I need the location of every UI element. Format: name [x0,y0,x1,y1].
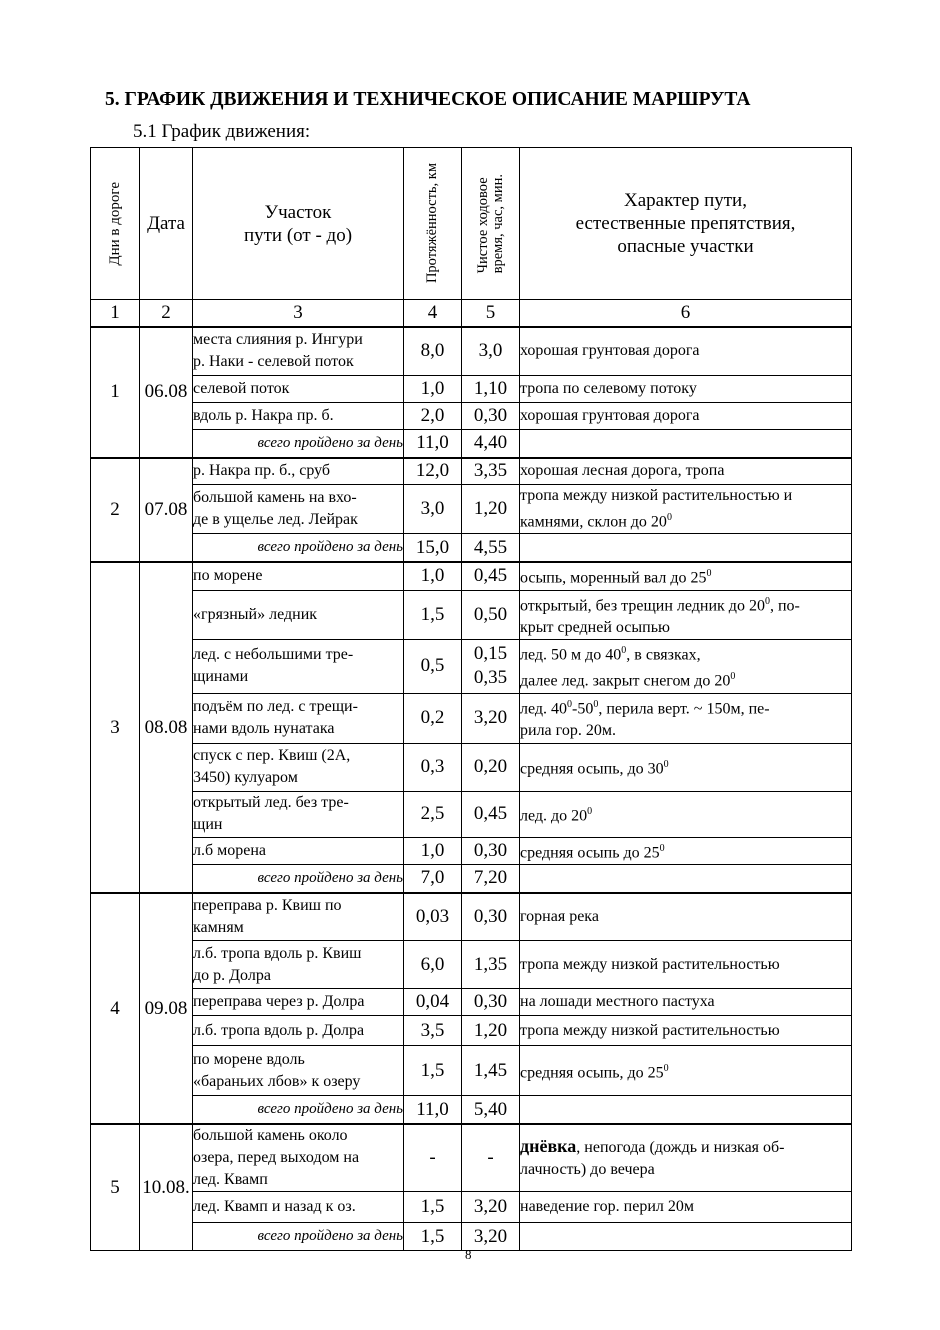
total-time: 3,20 [462,1223,520,1251]
day-date: 09.08 [140,893,193,1125]
total-row [91,1096,852,1125]
segment-cell: открытый лед. без тре- щин [193,791,404,837]
time-cell: 3,0 [462,327,520,375]
table-row [91,837,852,864]
day-number: 4 [91,893,140,1125]
segment-cell: спуск с пер. Квиш (2А, 3450) кулуаром [193,743,404,791]
segment-cell: переправа через р. Долра [193,989,404,1016]
degree-sup: 0 [663,758,669,770]
time-cell: 1,20 [462,485,520,534]
header-segment: Участок пути (от - до) [193,148,404,300]
table-row [91,941,852,989]
total-length: 11,0 [404,1096,462,1125]
total-empty [520,429,852,458]
length-cell: 0,03 [404,893,462,941]
total-empty [520,534,852,563]
description-cell [520,562,852,590]
segment-cell: р. Накра пр. б., сруб [193,458,404,485]
description-text: на лошади местного пастуха [520,993,715,1011]
col-number: 6 [520,300,852,328]
description-cell: лед. $40^0-50^0$, перила верт. ~ 150м, пе- рила гор. 20м. [520,693,852,743]
day-date: 08.08 [140,562,193,893]
header-days: Дни в дороге [91,148,140,300]
description-cell [520,941,852,989]
table-row [91,1046,852,1096]
total-row [91,864,852,893]
total-label: всего пройдено за день [193,1223,404,1251]
total-length: 15,0 [404,534,462,563]
time-cell: 0,15 0,35 [462,639,520,693]
time-cell: 3,20 [462,1192,520,1223]
length-cell: 3,5 [404,1016,462,1046]
segment-cell: «грязный» ледник [193,590,404,639]
total-label: всего пройдено за день [193,1096,404,1125]
description-text: тропа между низкой растительностью [520,1021,780,1039]
total-empty [520,1096,852,1125]
length-cell: 1,5 [404,1192,462,1223]
time-cell: 3,20 [462,693,520,743]
description-cell [520,402,852,429]
table-row [91,1192,852,1223]
description-cell [520,837,852,864]
day-date: 06.08 [140,327,193,458]
description-text: наведение гор. перил 20м [520,1198,694,1216]
description-text: тропа между низкой растительностью [520,955,780,973]
description-cell [520,458,852,485]
col-number: 2 [140,300,193,328]
segment-cell: большой камень около озера, перед выходом на лед. Квамп [193,1124,404,1192]
table-row [91,693,852,743]
length-cell: 2,5 [404,791,462,837]
time-cell: 0,45 [462,562,520,590]
description-text: тропа по селевому потоку [520,379,697,397]
time-cell: 1,35 [462,941,520,989]
total-length: 7,0 [404,864,462,893]
description-cell: лед. 50 м до $40^0$, в связках, далее лед. закрыт снегом до $20^0$ [520,639,852,693]
time-cell: 0,30 [462,402,520,429]
day-number: 5 [91,1124,140,1251]
segment-cell: по морене [193,562,404,590]
description-text: хорошая лесная дорога, тропа [520,462,725,480]
time-cell: - [462,1124,520,1192]
page-number: 8 [465,1247,472,1262]
table-row [91,1016,852,1046]
table-row [91,791,852,837]
time-cell: 1,10 [462,375,520,402]
length-cell: 1,0 [404,837,462,864]
description-bold: днёвка [520,1136,577,1157]
description-cell [520,1124,852,1192]
length-cell: 0,04 [404,989,462,1016]
description-text: лед. до 20 [520,807,588,825]
col-number: 5 [462,300,520,328]
header-length: Протяжённость, км [404,148,462,300]
section-heading: 5. ГРАФИК ДВИЖЕНИЯ И ТЕХНИЧЕСКОЕ ОПИСАНИЕ МАРШРУТА [105,89,751,110]
day-date: 10.08. [140,1124,193,1251]
time-cell: 0,30 [462,989,520,1016]
segment-cell: места слияния р. Ингури р. Наки - селевой поток [193,327,404,375]
length-cell: 0,5 [404,639,462,693]
time-cell: 0,45 [462,791,520,837]
degree-sup: 0 [663,1062,669,1074]
table-row [91,1124,852,1192]
description-text: хорошая грунтовая дорога [520,342,700,360]
total-row [91,534,852,563]
description-text: средняя осыпь, до 30 [520,760,664,778]
table-row [91,402,852,429]
segment-cell: подъём по лед. с трещи- нами вдоль нунатака [193,693,404,743]
length-cell: 1,5 [404,590,462,639]
description-text: средняя осыпь до 25 [520,843,660,861]
length-cell: 0,2 [404,693,462,743]
description-text: горная река [520,908,599,926]
time-cell: 0,50 [462,590,520,639]
degree-sup: 0 [666,512,672,523]
description-cell [520,791,852,837]
description-cell [520,989,852,1016]
header-time: Чистое ходовое время, час, мин. [462,148,520,300]
length-cell: 1,0 [404,562,462,590]
day-number: 2 [91,458,140,563]
segment-cell: лед. с небольшими тре- щинами [193,639,404,693]
description-text: осыпь, моренный вал до 25 [520,569,707,587]
header-character: Характер пути, естественные препятствия, опасные участки [520,148,852,300]
total-empty [520,1223,852,1251]
description-cell [520,1192,852,1223]
table-row [91,375,852,402]
subsection-heading: 5.1 График движения: [133,121,311,142]
col-number: 4 [404,300,462,328]
table-row [91,458,852,485]
total-length: 11,0 [404,429,462,458]
time-cell: 0,30 [462,893,520,941]
time-cell: 1,20 [462,1016,520,1046]
length-cell: 0,3 [404,743,462,791]
day-number: 3 [91,562,140,893]
description-cell [520,893,852,941]
column-number-row [91,300,852,328]
table-header-row [91,148,852,300]
segment-cell: большой камень на вхо- де в ущелье лед. Лейрак [193,485,404,534]
table-row [91,590,852,639]
description-cell [520,1016,852,1046]
day-date: 07.08 [140,458,193,563]
schedule-table [90,147,852,1251]
segment-cell: л.б. тропа вдоль р. Квиш до р. Долра [193,941,404,989]
time-cell: 0,30 [462,837,520,864]
total-length: 1,5 [404,1223,462,1251]
description-cell [520,485,852,534]
total-time: 7,20 [462,864,520,893]
description-cell: открытый, без трещин ледник до $20^0$, по- крыт средней осыпью [520,590,852,639]
degree-sup: 0 [659,842,665,854]
total-time: 4,55 [462,534,520,563]
degree-sup: 0 [587,805,593,817]
description-cell [520,375,852,402]
description-text: , непогода (дождь и низкая об- лачность) до вечера [520,1139,785,1179]
col-number: 1 [91,300,140,328]
table-row [91,743,852,791]
table-row [91,327,852,375]
segment-cell: по морене вдоль «бараньих лбов» к озеру [193,1046,404,1096]
length-cell: - [404,1124,462,1192]
length-cell: 12,0 [404,458,462,485]
total-empty [520,864,852,893]
description-text: средняя осыпь, до 25 [520,1064,664,1082]
time-cell: 3,35 [462,458,520,485]
description-cell [520,327,852,375]
day-number: 1 [91,327,140,458]
length-cell: 2,0 [404,402,462,429]
header-date: Дата [140,148,193,300]
total-label: всего пройдено за день [193,534,404,563]
total-time: 5,40 [462,1096,520,1125]
description-cell [520,1046,852,1096]
description-text: тропа между низкой растительностью и камнями, склон до 20 [520,487,793,531]
time-cell: 0,20 [462,743,520,791]
segment-cell: вдоль р. Накра пр. б. [193,402,404,429]
col-number: 3 [193,300,404,328]
table-row [91,562,852,590]
total-label: всего пройдено за день [193,864,404,893]
table-row [91,485,852,534]
description-cell [520,743,852,791]
total-label: всего пройдено за день [193,429,404,458]
table-row [91,639,852,693]
segment-cell: лед. Квамп и назад к оз. [193,1192,404,1223]
table-row [91,989,852,1016]
length-cell: 1,5 [404,1046,462,1096]
time-cell: 1,45 [462,1046,520,1096]
segment-cell: селевой поток [193,375,404,402]
segment-cell: л.б. тропа вдоль р. Долра [193,1016,404,1046]
segment-cell: л.б морена [193,837,404,864]
description-text: хорошая грунтовая дорога [520,406,700,424]
total-row [91,429,852,458]
total-time: 4,40 [462,429,520,458]
length-cell: 6,0 [404,941,462,989]
degree-sup: 0 [706,568,712,580]
length-cell: 1,0 [404,375,462,402]
length-cell: 3,0 [404,485,462,534]
length-cell: 8,0 [404,327,462,375]
table-row [91,893,852,941]
segment-cell: переправа р. Квиш по камням [193,893,404,941]
